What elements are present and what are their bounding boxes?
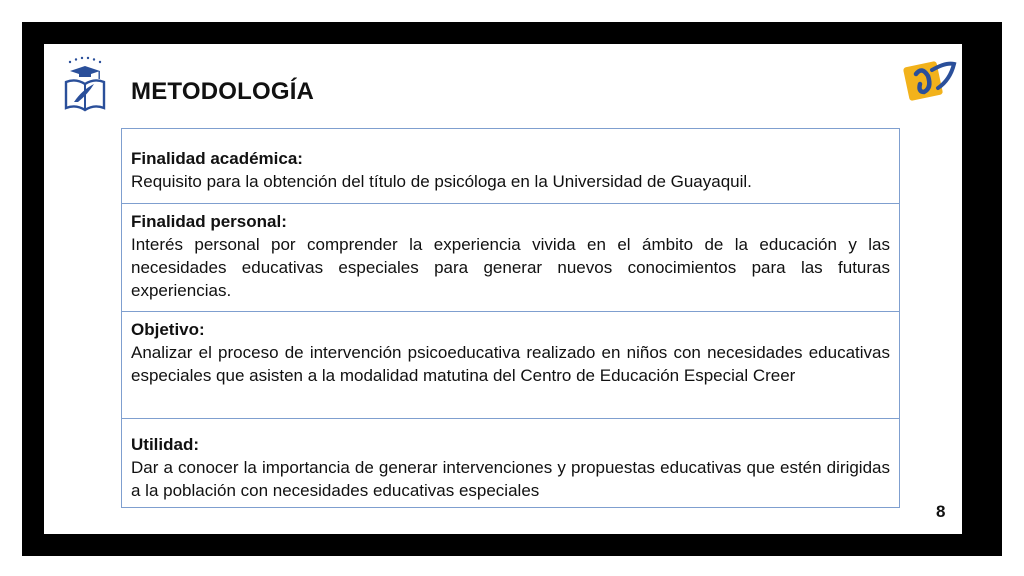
page-number: 8 [936, 502, 946, 521]
section-heading: Finalidad académica: [131, 149, 303, 168]
section-finalidad-academica [122, 129, 899, 203]
section-heading: Objetivo: [131, 320, 205, 339]
institution-emblem-icon [902, 58, 960, 102]
section-text: Interés personal por comprender la experiencia vivida en el ámbito de la educación y las necesidades educativas especiales para generar nuevos conocimientos para las futuras experiencias. [131, 235, 890, 300]
page-title: METODOLOGÍA [131, 78, 315, 105]
methodology-table [121, 128, 900, 508]
section-objetivo [122, 311, 899, 418]
section-text: Requisito para la obtención del título de psicóloga en la Universidad de Guayaquil. [131, 172, 752, 191]
section-heading: Utilidad: [131, 435, 199, 454]
section-text: Dar a conocer la importancia de generar intervenciones y propuestas educativas que estén dirigidas a la población con necesidades educativas especiales [131, 458, 890, 500]
university-book-logo-icon [60, 56, 110, 114]
section-text: Analizar el proceso de intervención psicoeducativa realizado en niños con necesidades educativas especiales que asisten a la modalidad matutina del Centro de Educación Especial Creer [131, 343, 890, 385]
section-heading: Finalidad personal: [131, 212, 287, 231]
section-utilidad [122, 418, 899, 507]
section-finalidad-personal [122, 203, 899, 311]
